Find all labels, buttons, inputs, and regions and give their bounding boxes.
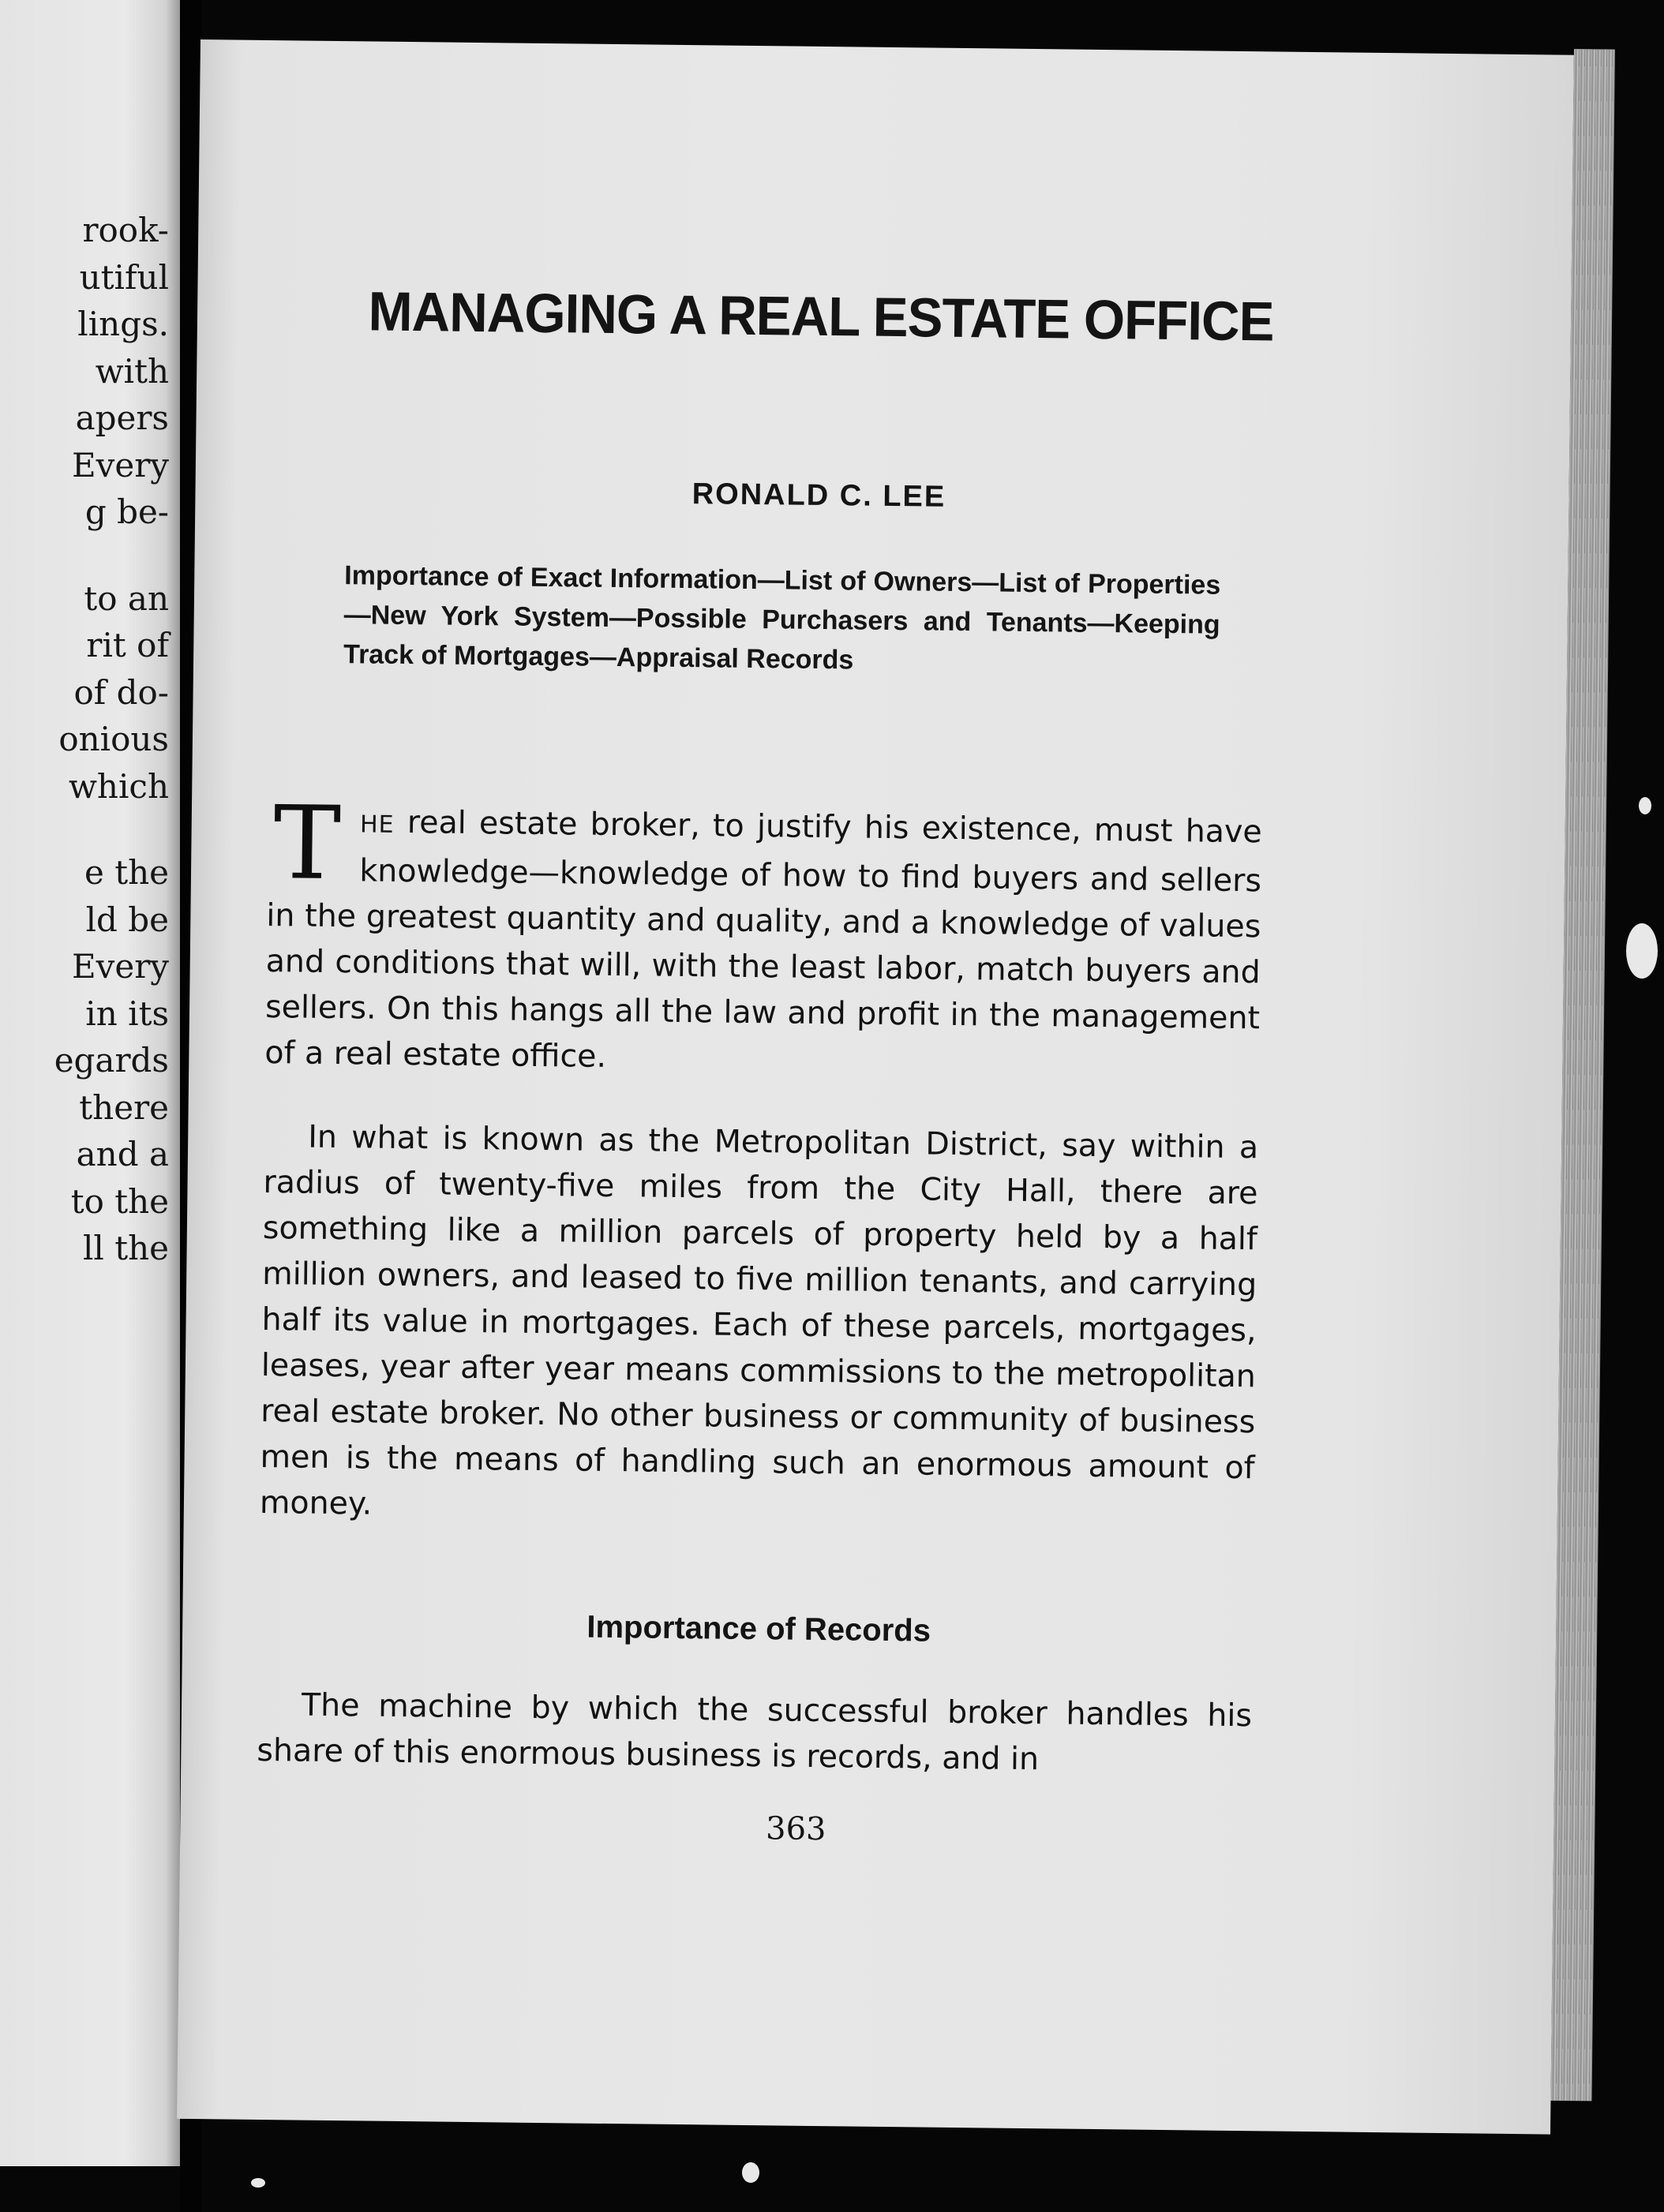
left-line: g be- [84, 492, 169, 531]
article-title: MANAGING A REAL ESTATE OFFICE [368, 280, 1274, 353]
paragraph-gap [54, 810, 169, 849]
left-line: onious [58, 720, 169, 758]
left-line: egards [54, 1041, 169, 1080]
left-line: rit of [86, 626, 169, 664]
left-line: apers [75, 399, 169, 437]
left-line: ll the [83, 1229, 169, 1267]
paragraph-2: In what is known as the Metropolitan District, say within a radius of twenty-five miles from the City Hall, there are something like a million parcels of property held by a half million owners, and leased to five million tenants, and carrying half its value in mortgages. Each of these parcels, mortgages, leases, year after year means commissions to the metropolitan real estate broker. No other business or community of business men is the means of handling such an enormous amount of money. [259, 1118, 1259, 1522]
paragraph-gap [54, 536, 169, 575]
section-heading: Importance of Records [587, 1609, 931, 1649]
scan-speck [251, 2178, 265, 2188]
left-line: lings. [77, 305, 169, 343]
left-line: Every [71, 947, 169, 986]
paragraph-1 [264, 784, 1262, 1087]
left-line: to an [84, 578, 169, 618]
left-line: of do- [73, 672, 169, 712]
left-page [0, 0, 180, 2166]
left-line: and a [76, 1135, 169, 1173]
left-line: rook- [82, 211, 169, 249]
left-line: Every [71, 445, 169, 485]
left-line: e the [84, 853, 169, 892]
scan-speck [1639, 797, 1651, 814]
page-number: 363 [765, 1810, 826, 1848]
scan-speck [1626, 923, 1658, 979]
left-line: utiful [79, 257, 169, 297]
left-line: in its [85, 994, 169, 1033]
left-line: with [95, 351, 169, 391]
paragraph-3: The machine by which the successful broker handles his share of this enormous business is records, and in [257, 1686, 1253, 1778]
left-page-text [54, 207, 169, 1272]
article-author: RONALD C. LEE [691, 477, 946, 514]
left-line: to the [70, 1181, 169, 1221]
right-page [177, 39, 1574, 2135]
article-content [177, 39, 1574, 2135]
left-line: ld be [85, 900, 169, 939]
left-line: there [79, 1087, 169, 1127]
article-synopsis: Importance of Exact Information—List of Owners—List of Properties—New York System—Possible Purchasers and Tenants—Keeping Track of Mortgages—Appraisal Records [343, 560, 1221, 676]
left-line: which [68, 766, 169, 806]
scan-speck [742, 2162, 759, 2183]
drop-cap: T [272, 784, 342, 904]
small-caps-lead: HE [359, 810, 395, 839]
paragraph-1-text: real estate broker, to justify his existence, must have knowledge—knowledge of how to find buyers and sellers in the greatest quantity and quality, and a knowledge of values and conditions that will, with the least labor, match buyers and sellers. On this hangs all the law and profit in the management of a real estate office. [264, 803, 1262, 1075]
